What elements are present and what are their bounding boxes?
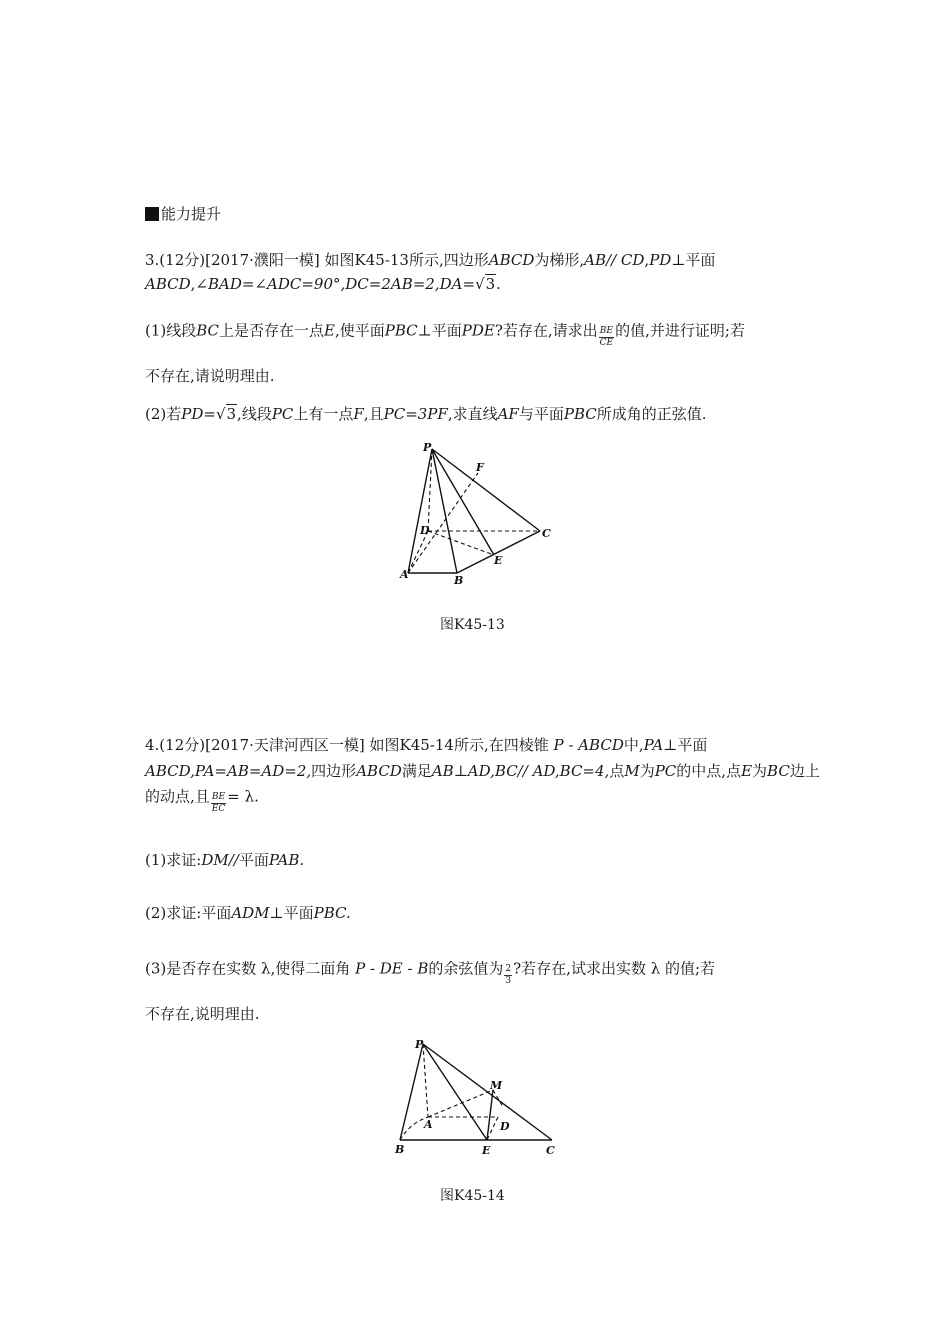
q3-math: DA= [439,275,476,293]
black-square-icon [145,207,159,221]
label-c: C [542,527,551,540]
edge-pc [432,449,540,531]
q3-text: (2)若 [145,405,182,423]
label-e: E [494,554,503,567]
label-e: E [482,1144,491,1157]
label-d: D [420,524,430,537]
label-m: M [490,1079,503,1092]
q3-text: ⊥平面 [671,251,716,269]
q4-math: DM// [201,851,239,869]
q4-text: (1)求证: [145,851,202,869]
sqrt-3: √3 [475,275,496,293]
figure-k45-13 [390,435,560,585]
frac-num: BE [599,326,613,336]
q4-math: ,BC=4, [554,762,610,780]
q4-text: 平面 [238,851,269,869]
frac-den: 3 [505,976,512,986]
q3-text: 上是否存在一点 [219,321,325,340]
label-b: B [395,1143,405,1156]
q4-math: M [624,762,640,780]
q4-text: 满足 [401,762,432,780]
frac-den: CE [599,338,614,348]
q3-math: ∠BAD=∠ADC=90° [195,275,341,293]
q3-math: ,DC=2AB=2, [340,275,440,293]
q3-math: PC [271,405,294,423]
edge-pb [432,449,457,573]
q3-math: PDE [461,321,495,340]
q4-math: AB⊥AD [431,762,491,780]
q4-text: ?若存在,试求出实数 λ 的值;若 [513,959,716,978]
q3-text: , [644,251,650,269]
q4-line-1 [145,735,707,755]
q4-math: BC [767,762,790,780]
q4-text: ⊥平面 [663,736,708,754]
q4-part3-line2 [145,1004,260,1024]
radicand: 3 [485,275,496,293]
q4-text: 如图K45-14所示,在四棱锥 [369,736,549,754]
edge-pa [408,449,432,573]
q3-math: E [324,321,335,340]
q4-part1 [145,850,304,870]
q4-text: 的动点,且 [145,787,210,806]
q4-text: 为 [752,762,768,780]
edge-am [428,1090,493,1117]
q4-text: 的余弦值为 [428,959,504,978]
q3-part1-line1 [145,320,745,348]
q3-math: AF [497,405,519,423]
fraction-2-3 [504,964,512,987]
q4-text: ⊥平面 [269,904,314,922]
q3-text: 所成角的正弦值. [596,405,707,423]
q4-text: (2)求证:平面 [145,904,232,922]
q4-text: 点 [609,762,625,780]
edge-pb [400,1044,423,1140]
fraction-be-ce [599,326,614,349]
label-b: B [454,574,464,585]
q4-math: ADM [231,904,270,922]
label-p: P [415,1038,424,1051]
q3-line-1 [145,250,715,270]
section-heading [145,204,221,224]
label-d: D [500,1120,510,1133]
q4-math: PBC. [313,904,351,922]
q3-math: ABCD [488,251,535,269]
q4-text: 中, [623,736,644,754]
q3-line-2: ABCD,∠BAD=∠ADC=90°,DC=2AB=2,DA=√3. [145,275,501,293]
q4-text: 边上 [789,762,820,780]
q3-math: PBC [563,405,597,423]
q4-text: (3)是否存在实数 λ,使得二面角 [145,959,351,978]
q3-math: PD= [181,405,216,423]
q4-part3-line1 [145,958,716,986]
q3-text: 的值,并进行证明;若 [615,321,745,340]
radicand: 3 [226,405,237,423]
q3-text: 如图K45-13所示,四边形 [324,251,489,269]
frac-num: BE [211,792,226,802]
section-title: 能力提升 [161,205,222,223]
frac-num: 2 [505,964,512,974]
label-a: A [424,1118,433,1131]
q3-math: F [353,405,364,423]
q3-math: BC [196,321,220,340]
q3-text: (1)线段 [145,321,197,340]
sqrt-3: √3 [215,405,237,423]
q4-math: ABCD [145,762,191,780]
q3-math: PBC [384,321,418,340]
q3-text: ⊥平面 [417,321,462,340]
figure-caption-k45-14: 图K45-14 [440,1188,505,1204]
q4-math: E [741,762,753,780]
q4-math: ,BC// AD [490,762,555,780]
q4-math: PC [654,762,677,780]
edge-pe [423,1044,487,1140]
q4-text: 不存在,说明理由. [145,1005,260,1023]
edge-af [408,473,478,573]
q3-header: 3.(12分)[2017·濮阳一模] [145,251,320,269]
q3-text: ,且 [363,405,384,423]
q3-text: ,使平面 [335,321,385,340]
q4-line-2 [145,761,820,781]
q4-math: P - ABCD [553,736,624,754]
q3-math: AB// CD [584,251,645,269]
q4-math: ABCD [356,762,402,780]
q3-text: 为梯形, [534,251,585,269]
q4-text: = λ. [227,787,259,806]
edge-md [493,1090,503,1107]
frac-den: EC [211,804,226,814]
figure-caption-k45-13: 图K45-13 [440,617,505,633]
edge-pa [423,1044,428,1117]
q3-text: 与平面 [518,405,564,423]
q4-math: P - DE - B [355,959,429,978]
label-c: C [546,1144,555,1157]
q4-line-3 [145,786,259,814]
q4-math: PA [643,736,664,754]
edge-de [428,531,494,555]
q4-part2 [145,903,351,923]
q3-text: ?若存在,请求出 [494,321,598,340]
q3-math: PC=3PF [383,405,448,423]
q3-text: ,求直线 [447,405,498,423]
q3-text: . [496,275,501,293]
q4-math: PAB. [268,851,305,869]
label-p: P [423,441,432,454]
q4-text: 的中点,点 [676,762,742,780]
figure-k45-14 [390,1035,565,1160]
q3-text: 上有一点 [293,405,354,423]
q3-part2 [145,404,707,424]
q3-text: 不存在,请说明理由. [145,367,275,385]
q4-header: 4.(12分)[2017·天津河西区一模] [145,736,365,754]
edge-da [408,531,428,573]
label-a: A [400,568,409,581]
q4-math: ,PA=AB=AD=2, [190,762,312,780]
q3-part1-line2 [145,366,275,386]
q4-text: 为 [639,762,655,780]
fraction-be-ec [211,792,226,815]
label-f: F [476,461,484,474]
q3-math: ABCD [145,275,191,293]
q3-text: ,线段 [237,405,272,423]
edge-pe [432,449,494,555]
q4-text: 四边形 [311,762,357,780]
q3-math: PD [649,251,672,269]
